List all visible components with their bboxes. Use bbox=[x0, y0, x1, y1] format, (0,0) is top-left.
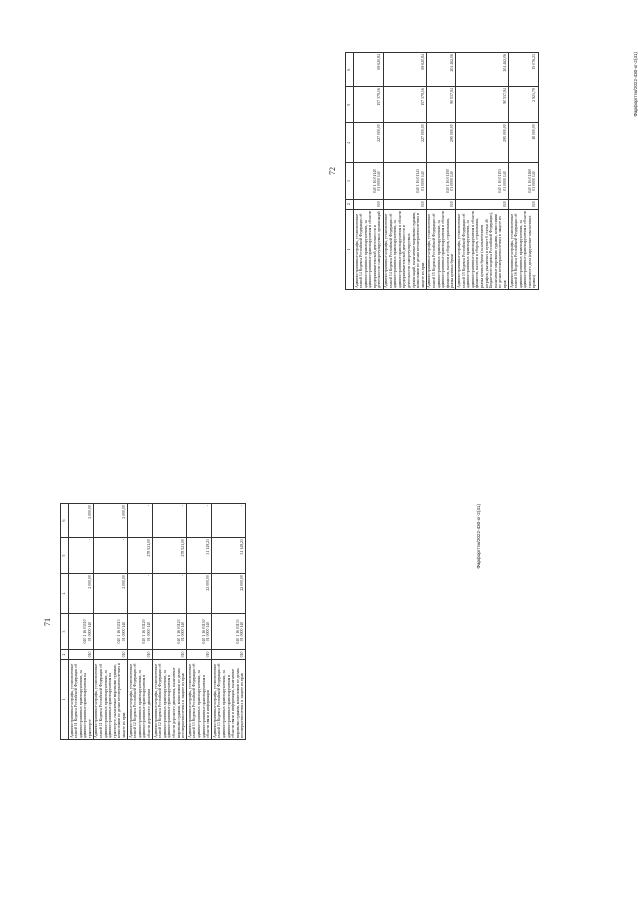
document-footer: Фарфоргтгм/2022-430-хг-2(41) bbox=[633, 52, 638, 117]
row-col-5: 278 521,00 bbox=[128, 538, 153, 574]
row-col-4: 295 000,00 bbox=[456, 123, 509, 163]
document-footer: Фарфоргтгм/2022-430-хг-2(41) bbox=[476, 504, 481, 569]
row-col-4: 22 000,00 bbox=[187, 574, 212, 614]
column-header: 2 bbox=[61, 650, 69, 660]
row-code: 010 bbox=[509, 199, 539, 209]
row-col-5: 157 379,16 bbox=[383, 87, 426, 123]
page-number: 72 bbox=[328, 167, 337, 175]
row-name: Административные штрафы, установленные главой 11 Кодекса Российской Федерации об административных правонарушениях, за административные правонарушения на транспорте, налагаемые мировыми судьями, комиссиями по делам несовершеннолетних и защите их прав bbox=[93, 660, 127, 740]
row-col-5: 278 521,00 bbox=[153, 538, 187, 574]
row-col-4: 227 000,00 bbox=[383, 123, 426, 163]
row-kbk: 040 1 16 01113 01 0000 140 bbox=[93, 614, 127, 650]
column-header: 6 bbox=[61, 504, 69, 538]
row-code: 010 bbox=[456, 199, 509, 209]
column-header: 5 bbox=[346, 87, 354, 123]
row-code: 010 bbox=[187, 650, 212, 660]
row-kbk: 040 1 16 01110 01 0000 140 bbox=[69, 614, 94, 650]
row-code: 010 bbox=[212, 650, 246, 660]
row-kbk: 040 1 16 01140 01 0000 140 bbox=[354, 163, 384, 199]
row-col-6: 2 000,00 bbox=[69, 504, 94, 538]
row-code: 010 bbox=[93, 650, 127, 660]
row-col-4: 22 000,00 bbox=[212, 574, 246, 614]
row-col-6: - bbox=[187, 504, 212, 538]
column-header: 3 bbox=[61, 614, 69, 650]
row-kbk: 040 1 16 01153 01 0000 140 bbox=[456, 163, 509, 199]
row-name: Административные штрафы, установленные главой 14 Кодекса Российской Федерации об административных правонарушениях, за административные правонарушения в области предпринимательской деятельности и деятельности саморегулируемых организаций, налагаемые мировыми судьями, комиссиями по делам несовершеннолетних и защите их прав bbox=[384, 210, 425, 288]
column-header: 3 bbox=[346, 163, 354, 199]
row-col-6: - bbox=[128, 504, 153, 538]
row-col-5: - bbox=[93, 538, 127, 574]
row-kbk: 040 1 16 01120 01 0000 140 bbox=[128, 614, 153, 650]
row-name: Административные штрафы, установленные главой 12 Кодекса Российской Федерации об административных правонарушениях, за административные правонарушения в области дорожного движения, налагаемые мировыми судьями, комиссиями по делам несовершеннолетних и защите их прав bbox=[153, 660, 187, 740]
table-row bbox=[383, 53, 426, 290]
row-col-4: 2 000,00 bbox=[69, 574, 94, 614]
row-col-5: 90 537,94 bbox=[456, 87, 509, 123]
document-page-72 bbox=[328, 52, 638, 290]
row-name: Административные штрафы, установленные главой 14 Кодекса Российской Федерации об административных правонарушениях, за административные правонарушения в области предпринимательской деятельности и деятельности саморегулируемых организаций bbox=[354, 210, 382, 288]
row-code: 010 bbox=[153, 650, 187, 660]
column-header: 4 bbox=[61, 574, 69, 614]
column-header: 5 bbox=[61, 538, 69, 574]
row-name: Административные штрафы, установленные главой 16 Кодекса Российской Федерации об административных правонарушениях, за административные правонарушения в области таможенного дела (нарушение таможенных правил) bbox=[509, 210, 537, 288]
column-header: 6 bbox=[346, 53, 354, 87]
row-col-5: 157 379,16 bbox=[354, 87, 384, 123]
table-row bbox=[212, 504, 246, 740]
row-col-6: 69 620,84 bbox=[383, 53, 426, 87]
row-code: 010 bbox=[69, 650, 94, 660]
row-kbk: 040 1 16 01160 01 0000 140 bbox=[509, 163, 539, 199]
row-kbk: 040 1 16 01133 01 0000 140 bbox=[212, 614, 246, 650]
row-col-6: 204 462,06 bbox=[456, 53, 509, 87]
table-row bbox=[456, 53, 509, 290]
row-col-5: 31 149,23 bbox=[187, 538, 212, 574]
row-col-6: 2 000,00 bbox=[93, 504, 127, 538]
table-header-row bbox=[346, 53, 354, 290]
row-col-4: 227 000,00 bbox=[354, 123, 384, 163]
page-number: 71 bbox=[43, 618, 52, 626]
row-name: Административные штрафы, установленные главой 12 Кодекса Российской Федерации об административных правонарушениях, за административные правонарушения в области дорожного движения bbox=[128, 660, 153, 740]
document-page-71 bbox=[43, 504, 481, 740]
table-row bbox=[69, 504, 94, 740]
row-col-6: 69 620,84 bbox=[354, 53, 384, 87]
row-name: Административные штрафы, установленные главой 13 Кодекса Российской Федерации об административных правонарушениях, за административные правонарушения в области связи и информации bbox=[187, 660, 212, 740]
row-col-5: 2 923,79 bbox=[509, 87, 539, 123]
row-name: Административные штрафы, установленные главой 15 Кодекса Российской Федерации об административных правонарушениях, за административные правонарушения в области финансов, налогов и сборов, страхования, рынка ценных бумаг (за исключением штрафов, указанных в пункте 6 статьи 46 Бюджетного кодекса Российской Федерации), налагаемые мировыми судьями, комиссиями по делам несовершеннолетних и защите их прав bbox=[456, 210, 507, 288]
table-row bbox=[93, 504, 127, 740]
row-col-5: - bbox=[69, 538, 94, 574]
revenue-table bbox=[60, 503, 246, 740]
row-col-5: 90 537,94 bbox=[426, 87, 456, 123]
row-col-4: - bbox=[153, 574, 187, 614]
row-kbk: 040 1 16 01130 01 0000 140 bbox=[187, 614, 212, 650]
row-kbk: 040 1 16 01123 01 0000 140 bbox=[153, 614, 187, 650]
row-col-4: 295 000,00 bbox=[426, 123, 456, 163]
row-code: 010 bbox=[426, 199, 456, 209]
row-kbk: 040 1 16 01143 01 0000 140 bbox=[383, 163, 426, 199]
row-code: 010 bbox=[383, 199, 426, 209]
table-header-row bbox=[61, 504, 69, 740]
row-col-4: 18 000,00 bbox=[509, 123, 539, 163]
row-col-6: - bbox=[212, 504, 246, 538]
row-kbk: 040 1 16 01150 01 0000 140 bbox=[426, 163, 456, 199]
row-col-5: 31 149,23 bbox=[212, 538, 246, 574]
column-header: 1 bbox=[346, 209, 354, 289]
row-code: 010 bbox=[128, 650, 153, 660]
table-row bbox=[153, 504, 187, 740]
row-name: Административные штрафы, установленные главой 15 Кодекса Российской Федерации об административных правонарушениях, за административные правонарушения в области финансов, налогов и сборов, страхования, рынка ценных бумаг bbox=[427, 210, 455, 288]
row-col-6: - bbox=[153, 504, 187, 538]
row-name: Административные штрафы, установленные главой 13 Кодекса Российской Федерации об административных правонарушениях, за административные правонарушения в области связи и информации, налагаемые мировыми судьями, комиссиями по делам несовершеннолетних и защите их прав bbox=[212, 660, 246, 740]
row-code: 010 bbox=[354, 199, 384, 209]
column-header: 1 bbox=[61, 660, 69, 740]
column-header: 2 bbox=[346, 199, 354, 209]
row-col-4: 2 000,00 bbox=[93, 574, 127, 614]
table-row bbox=[354, 53, 384, 290]
row-col-6: 15 076,21 bbox=[509, 53, 539, 87]
table-row bbox=[509, 53, 539, 290]
table-row bbox=[187, 504, 212, 740]
revenue-table bbox=[345, 52, 539, 290]
column-header: 4 bbox=[346, 123, 354, 163]
row-name: Административные штрафы, установленные главой 11 Кодекса Российской Федерации об административных правонарушениях, за административные правонарушения на транспорте bbox=[69, 660, 94, 740]
row-col-6: 204 462,06 bbox=[426, 53, 456, 87]
table-row bbox=[128, 504, 153, 740]
table-row bbox=[426, 53, 456, 290]
row-col-4: - bbox=[128, 574, 153, 614]
